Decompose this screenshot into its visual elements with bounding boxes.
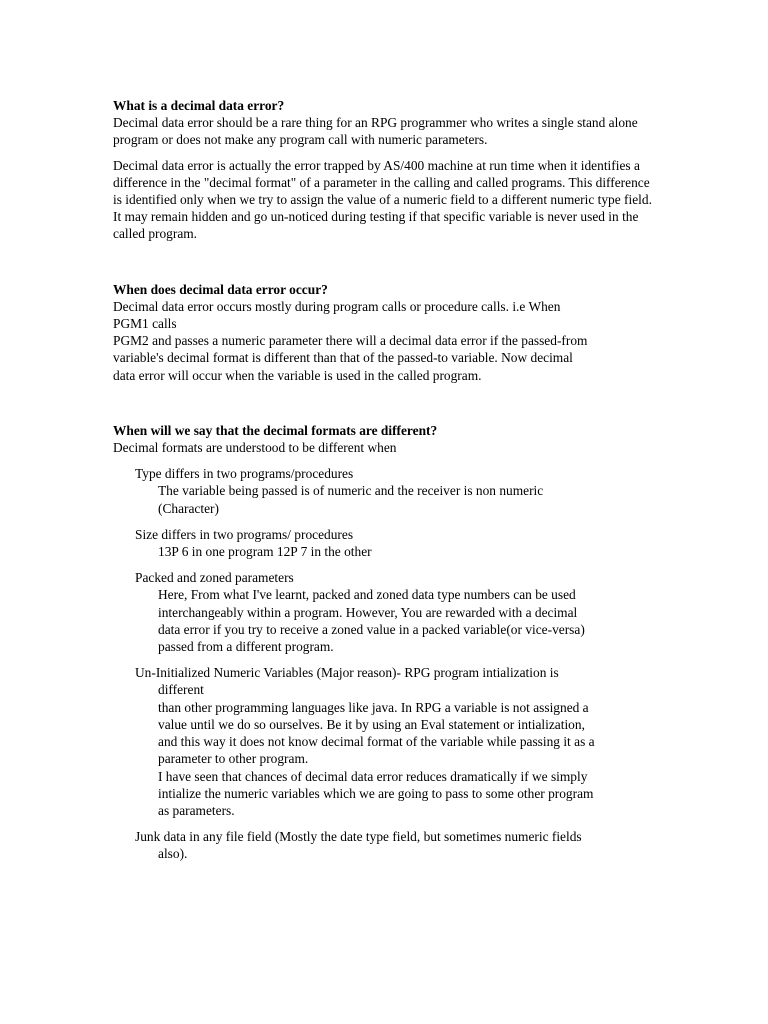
list-item-title-continuation: different bbox=[158, 682, 204, 698]
list-item-body-line: data error if you try to receive a zoned value in a packed variable(or vice-versa) bbox=[158, 621, 585, 637]
list-item-title: Un-Initialized Numeric Variables (Major reason)- RPG program intialization is bbox=[135, 665, 559, 681]
section-intro: Decimal formats are understood to be different when bbox=[113, 440, 397, 456]
list-item-title-continuation: also). bbox=[158, 846, 188, 862]
list-item-body-line: intialize the numeric variables which we are going to pass to some other program bbox=[158, 785, 594, 801]
list-item-body-line: and this way it does not know decimal format of the variable while passing it as a bbox=[158, 734, 595, 750]
list-item-uninitialized bbox=[135, 664, 658, 819]
document-page bbox=[113, 97, 658, 863]
paragraph-line: PGM2 and passes a numeric parameter there will a decimal data error if the passed-from bbox=[113, 333, 588, 349]
paragraph-line: PGM1 calls bbox=[113, 316, 177, 332]
paragraph-line: variable's decimal format is different than that of the passed-to variable. Now decimal bbox=[113, 350, 573, 366]
section-when-occur bbox=[113, 281, 658, 384]
list-item-body-line: (Character) bbox=[158, 500, 219, 516]
list-item-junk-data bbox=[135, 828, 658, 862]
section-heading: When does decimal data error occur? bbox=[113, 281, 328, 297]
paragraph-line: Decimal data error occurs mostly during program calls or procedure calls. i.e When bbox=[113, 298, 561, 314]
paragraph: Decimal data error should be a rare thing for an RPG programmer who writes a single stand alone program or does not make any program call with numeric parameters. bbox=[113, 115, 638, 148]
list-item-body-line: parameter to other program. bbox=[158, 751, 309, 767]
list-item-packed-zoned bbox=[135, 569, 658, 655]
list-item-body-line: 13P 6 in one program 12P 7 in the other bbox=[158, 544, 372, 560]
paragraph-line: data error will occur when the variable is used in the called program. bbox=[113, 367, 482, 383]
paragraph: Decimal data error is actually the error trapped by AS/400 machine at run time when it identifies a difference in the "decimal format" of a parameter in the calling and called programs. This difference is identified only when we try to assign the value of a numeric field to a different numeric type field. It may remain hidden and go un-noticed during testing if that specific variable is never used in the called program. bbox=[113, 157, 652, 242]
list-item-body-line: passed from a different program. bbox=[158, 639, 334, 655]
list-item-body-line: The variable being passed is of numeric and the receiver is non numeric bbox=[158, 483, 544, 499]
list-item-body-line: value until we do so ourselves. Be it by using an Eval statement or intialization, bbox=[158, 716, 585, 732]
section-what-is bbox=[113, 97, 658, 243]
list-item-title: Junk data in any file field (Mostly the date type field, but sometimes numeric fields bbox=[135, 829, 582, 845]
list-item-title: Size differs in two programs/ procedures bbox=[135, 526, 354, 542]
list-item-body-line: Here, From what I've learnt, packed and zoned data type numbers can be used bbox=[158, 587, 576, 603]
list-item-body-line: interchangeably within a program. However, You are rewarded with a decimal bbox=[158, 604, 578, 620]
list-item-body-line: as parameters. bbox=[158, 802, 235, 818]
list-item-size-differs bbox=[135, 526, 658, 560]
list-item-title: Packed and zoned parameters bbox=[135, 570, 294, 586]
list-item-body-line: than other programming languages like java. In RPG a variable is not assigned a bbox=[158, 699, 589, 715]
section-formats-different bbox=[113, 422, 658, 863]
list-item-body-line: I have seen that chances of decimal data error reduces dramatically if we simply bbox=[158, 768, 588, 784]
list-item-type-differs bbox=[135, 465, 658, 517]
section-heading: When will we say that the decimal formats are different? bbox=[113, 422, 438, 438]
section-heading: What is a decimal data error? bbox=[113, 98, 285, 113]
list-item-title: Type differs in two programs/procedures bbox=[135, 466, 354, 482]
